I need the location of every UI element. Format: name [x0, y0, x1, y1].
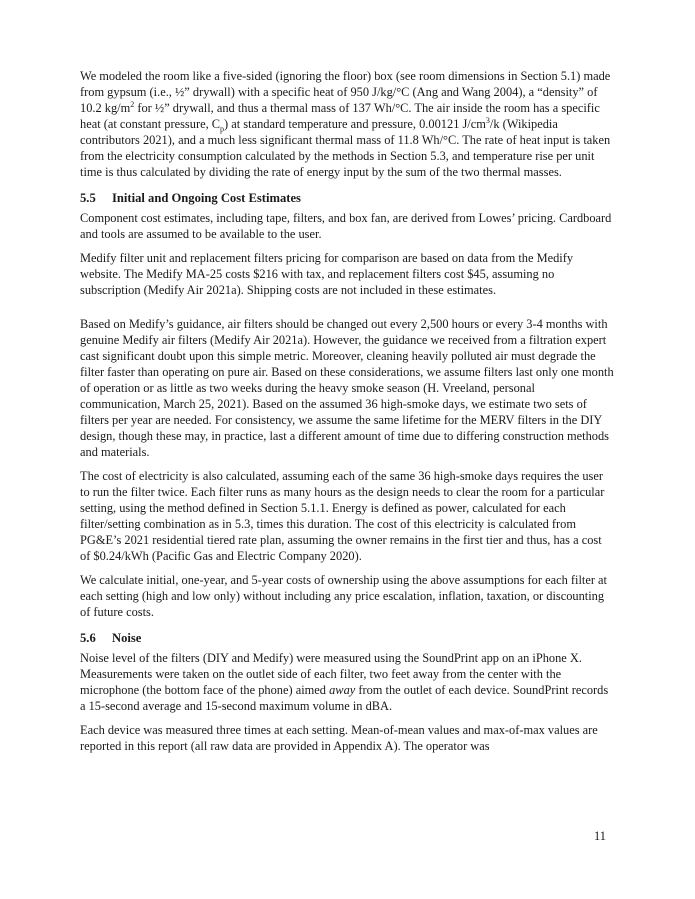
- superscript: 3: [485, 115, 490, 125]
- text-run: Noise level of the filters (DIY and Medify) were measured using the SoundPrint app on an iPhone X. Measurements were taken on the outlet side of each filter, two feet away from the center with the microphone (the bottom face of the phone) aimed: [80, 651, 582, 697]
- paragraph-electricity-cost: The cost of electricity is also calculated, assuming each of the same 36 high-smoke days requires the user to run the filter twice. Each filter runs as many hours as the design needs to clear the room for a particular setting, using the method defined in Section 5.1.1. Energy is defined as power, calculated for each filter/setting combination as in 5.3, times this duration. The cost of this electricity is calculated from PG&E’s 2021 residential tiered rate plan, assuming the owner remains in the first tier and thus, has a cost of $0.24/kWh (Pacific Gas and Electric Company 2020).: [80, 469, 605, 563]
- paragraph-thermal-model: [80, 68, 615, 180]
- section-heading-5-5: [80, 190, 615, 206]
- paragraph-component-costs: Component cost estimates, including tape, filters, and box fan, are derived from Lowes’ pricing. Cardboard and tools are assumed to be available to the user.: [80, 211, 612, 241]
- paragraph-medify-pricing: Medify filter unit and replacement filters pricing for comparison are based on data from the Medify website. The Medify MA-25 costs $216 with tax, and replacement filters cost $45, assuming no subscription (Medify Air 2021a). Shipping costs are not included in these estimates.: [80, 251, 574, 297]
- text-run: ) at standard temperature and pressure, 0.00121 J/cm: [224, 117, 486, 131]
- section-heading-5-6: [80, 630, 615, 646]
- text-run: for ½” drywall, and thus a thermal mass of 137 Wh/°C. The air inside the room has a specific heat (at constant pressure, C: [80, 101, 600, 131]
- paragraph-ownership-cost: We calculate initial, one-year, and 5-year costs of ownership using the above assumptions for each filter at each setting (high and low only) without including any price escalation, inflation, taxation, or discounting of future costs.: [80, 573, 607, 619]
- page-body: [80, 68, 615, 762]
- section-title: Noise: [112, 631, 142, 645]
- emphasis-text: away: [329, 683, 356, 697]
- superscript: 2: [130, 99, 135, 109]
- text-run: from the outlet of each device. SoundPrint records a 15-second average and 15-second maximum volume in dBA.: [80, 683, 609, 713]
- paragraph-noise-repeats: Each device was measured three times at each setting. Mean-of-mean values and max-of-max values are reported in this report (all raw data are provided in Appendix A). The operator was: [80, 723, 598, 753]
- section-number: 5.6: [80, 631, 96, 645]
- paragraph-filter-lifetime: Based on Medify’s guidance, air filters should be changed out every 2,500 hours or every 3-4 months with genuine Medify air filters (Medify Air 2021a). However, the guidance we received from a filtration expert cast significant doubt upon this simple metric. Moreover, cleaning heavily polluted air must degrade the filter faster than operating on pure air. Based on these considerations, we assume filters last only one month of operation or as little as two weeks during the heavy smoke season (H. Vreeland, personal communication, March 25, 2021). Based on the assumed 36 high-smoke days, we estimate two sets of filters per year are needed. For consistency, we assume the same lifetime for the MERV filters in the DIY design, though these may, in practice, last a different amount of time due to differing construction methods and materials.: [80, 317, 614, 459]
- subscript: p: [220, 124, 225, 134]
- paragraph-noise-method: [80, 650, 615, 714]
- section-number: 5.5: [80, 191, 96, 205]
- text-run: /k (Wikipedia contributors 2021), and a much less significant thermal mass of 11.8 Wh/°C. The rate of heat input is taken from the electricity consumption calculated by the methods in Section 5.3, and temperature rise per unit time is thus calculated by dividing the rate of energy input by the sum of the two thermal masses.: [80, 117, 611, 179]
- page-number: 11: [594, 829, 606, 843]
- section-title: Initial and Ongoing Cost Estimates: [112, 191, 301, 205]
- text-run: We modeled the room like a five-sided (ignoring the floor) box (see room dimensions in Section 5.1) made from gypsum (i.e., ½” drywall) with a specific heat of 950 J/kg/°C (Ang and Wang 2004), a “density” of 10.2 kg/m: [80, 69, 611, 115]
